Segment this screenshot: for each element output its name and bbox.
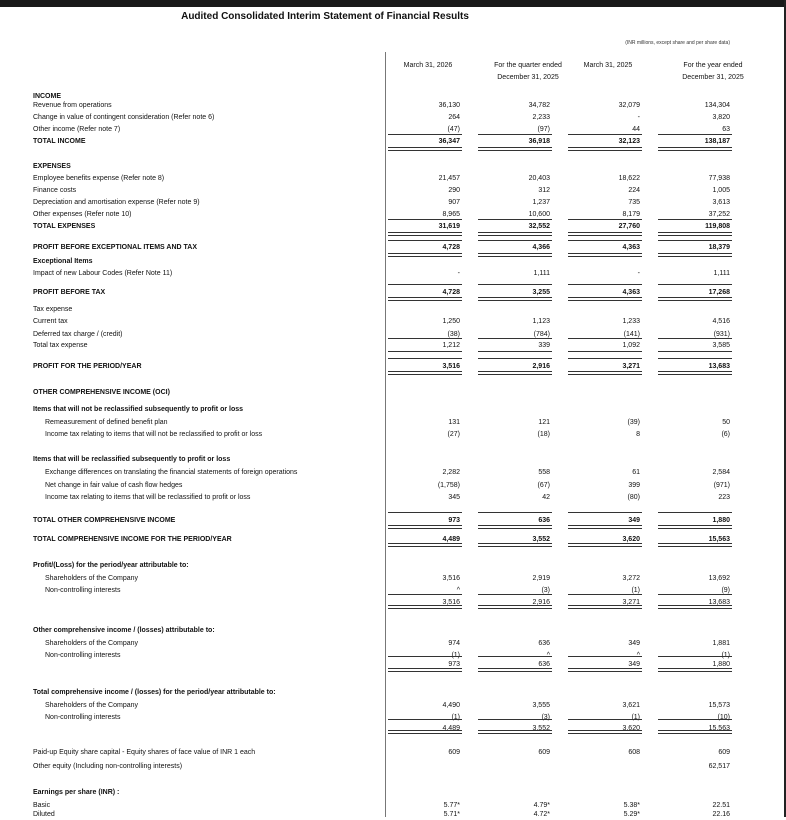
cell-value: 3,620 [622, 536, 640, 543]
page-title: Audited Consolidated Interim Statement of Financial Results [181, 11, 469, 22]
cell-value: 4.79* [533, 802, 550, 809]
cell-value: (80) [627, 494, 640, 501]
underline [388, 656, 462, 657]
row-label-diluted: Diluted [33, 811, 55, 818]
underline [388, 594, 462, 595]
row-label-other-expenses-refer-note-10: Other expenses (Refer note 10) [33, 211, 132, 218]
cell-value: 119,808 [705, 223, 730, 230]
cell-value: 10,600 [528, 211, 550, 218]
double-underline [478, 297, 552, 301]
cell-value: 4,363 [622, 244, 640, 251]
column-header-1: March 31, 2026 [403, 62, 453, 69]
cell-value: 3,255 [532, 289, 550, 296]
cell-value: 4,489 [442, 536, 460, 543]
cell-value: (18) [537, 431, 550, 438]
double-underline [388, 371, 462, 375]
cell-value: (47) [447, 126, 460, 133]
cell-value: 3,621 [622, 702, 640, 709]
underline [388, 134, 462, 135]
cell-value: 349 [628, 640, 640, 647]
cell-value: 77,938 [708, 175, 730, 182]
cell-value: 3,516 [442, 575, 460, 582]
row-label-total-tax-expense: Total tax expense [33, 342, 88, 349]
cell-value: 134,304 [704, 102, 730, 109]
underline [658, 594, 732, 595]
row-label-employee-benefits-expense-refer-note-8: Employee benefits expense (Refer note 8) [33, 175, 165, 182]
cell-value: 636 [538, 517, 550, 524]
underline [478, 719, 552, 720]
cell-value: 17,268 [708, 289, 730, 296]
double-underline [658, 147, 732, 151]
cell-value: 22.51 [712, 802, 730, 809]
double-underline [658, 297, 732, 301]
underline [568, 358, 642, 359]
cell-value: 349 [628, 661, 640, 668]
row-label-expenses: EXPENSES [33, 163, 71, 170]
cell-value: 8,179 [622, 211, 640, 218]
underline [658, 134, 732, 135]
double-underline [658, 232, 732, 236]
cell-value: 15,563 [708, 536, 730, 543]
double-underline [658, 543, 732, 547]
double-underline [388, 730, 462, 734]
cell-value: 18,379 [708, 244, 730, 251]
cell-value: 32,123 [618, 138, 640, 145]
cell-value: 609 [448, 749, 460, 756]
double-underline [478, 543, 552, 547]
underline [388, 358, 462, 359]
cell-value: 223 [718, 494, 730, 501]
cell-value: 8 [636, 431, 640, 438]
cell-value: 8,965 [442, 211, 460, 218]
double-underline [568, 297, 642, 301]
cell-value: 4,366 [532, 244, 550, 251]
double-underline [388, 297, 462, 301]
double-underline [568, 605, 642, 609]
cell-value: 4,728 [442, 244, 460, 251]
row-label-non-controlling-interests: Non-controlling interests [45, 714, 121, 721]
cell-value: 20,403 [528, 175, 550, 182]
double-underline [478, 668, 552, 672]
cell-value: (971) [713, 482, 730, 489]
row-label-total-expenses: TOTAL EXPENSES [33, 223, 96, 230]
cell-value: 1,005 [712, 187, 730, 194]
row-label-exceptional-items: Exceptional Items [33, 258, 93, 265]
double-underline [478, 605, 552, 609]
underline [568, 219, 642, 220]
cell-value: 4,516 [712, 318, 730, 325]
row-label-total-comprehensive-income-for-the-period-year: TOTAL COMPREHENSIVE INCOME FOR THE PERIOD/YEAR [33, 536, 232, 543]
underline [388, 528, 462, 529]
cell-value: 63 [722, 126, 730, 133]
cell-value: 636 [538, 640, 550, 647]
double-underline [658, 253, 732, 257]
cell-value: - [637, 270, 640, 277]
underline [478, 351, 552, 352]
cell-value: 609 [538, 749, 550, 756]
cell-value: (9) [721, 587, 730, 594]
underline [478, 240, 552, 241]
cell-value: 2,584 [712, 469, 730, 476]
cell-value: (39) [627, 419, 640, 426]
cell-value: 735 [628, 199, 640, 206]
cell-value: 44 [632, 126, 640, 133]
underline [388, 512, 462, 513]
cell-value: 1,123 [532, 318, 550, 325]
row-label-basic: Basic [33, 802, 51, 809]
double-underline [568, 253, 642, 257]
cell-value: (931) [713, 331, 730, 338]
cell-value: (97) [537, 126, 550, 133]
row-label-total-other-comprehensive-income: TOTAL OTHER COMPREHENSIVE INCOME [33, 517, 176, 524]
row-label-revenue-from-operations: Revenue from operations [33, 102, 112, 109]
cell-value: 3,552 [532, 536, 550, 543]
double-underline [568, 668, 642, 672]
column-header-4: For the year ended December 31, 2025 [682, 62, 744, 81]
cell-value: 2,282 [442, 469, 460, 476]
double-underline [388, 668, 462, 672]
cell-value: 399 [628, 482, 640, 489]
cell-value: 62,517 [708, 763, 730, 770]
cell-value: (38) [447, 331, 460, 338]
cell-value: (6) [721, 431, 730, 438]
underline [478, 528, 552, 529]
underline [568, 351, 642, 352]
cell-value: 349 [628, 517, 640, 524]
underline [478, 219, 552, 220]
row-label-exchange-differences-on-translating-the-financial-statements-of-foreign-operations: Exchange differences on translating the financial statements of foreign operations [45, 469, 298, 476]
cell-value: 2,233 [532, 114, 550, 121]
row-label-income-tax-relating-to-items-that-will-be-reclassified-to-profit-or-loss: Income tax relating to items that will be reclassified to profit or loss [45, 494, 251, 501]
unit-note: (INR millions, except share and per share data) [625, 40, 730, 46]
row-label-total-income: TOTAL INCOME [33, 138, 86, 145]
cell-value: ^ [636, 652, 640, 659]
cell-value: 50 [722, 419, 730, 426]
cell-value: 974 [448, 640, 460, 647]
row-label-impact-of-new-labour-codes-refer-note-11: Impact of new Labour Codes (Refer Note 11) [33, 270, 173, 277]
double-underline [388, 253, 462, 257]
cell-value: 973 [448, 661, 460, 668]
underline [568, 338, 642, 339]
underline [568, 656, 642, 657]
cell-value: 18,622 [618, 175, 640, 182]
double-underline [478, 730, 552, 734]
cell-value: 22.16 [712, 811, 730, 818]
cell-value: 37,252 [708, 211, 730, 218]
cell-value: 32,552 [528, 223, 550, 230]
cell-value: ^ [546, 652, 550, 659]
double-underline [658, 730, 732, 734]
cell-value: 13,683 [708, 363, 730, 370]
cell-value: (1) [631, 714, 640, 721]
double-underline [388, 605, 462, 609]
underline [568, 719, 642, 720]
cell-value: 36,347 [438, 138, 460, 145]
row-label-deferred-tax-charge-credit: Deferred tax charge / (credit) [33, 331, 123, 338]
cell-value: 31,619 [438, 223, 460, 230]
row-label-shareholders-of-the-company: Shareholders of the Company [45, 575, 138, 582]
underline [658, 656, 732, 657]
cell-value: 34,782 [528, 102, 550, 109]
cell-value: 36,130 [438, 102, 460, 109]
underline [658, 358, 732, 359]
cell-value: (1) [451, 714, 460, 721]
double-underline [478, 253, 552, 257]
row-label-profit-loss-for-the-period-year-attributable-to: Profit/(Loss) for the period/year attributable to: [33, 562, 189, 569]
cell-value: 3,516 [442, 599, 460, 606]
cell-value: (1) [721, 652, 730, 659]
cell-value: - [457, 270, 460, 277]
cell-value: 558 [538, 469, 550, 476]
cell-value: 3,271 [622, 599, 640, 606]
cell-value: (3) [541, 714, 550, 721]
double-underline [658, 668, 732, 672]
cell-value: 1,212 [442, 342, 460, 349]
cell-value: (784) [533, 331, 550, 338]
row-label-non-controlling-interests: Non-controlling interests [45, 652, 121, 659]
cell-value: 1,881 [712, 640, 730, 647]
row-label-profit-before-tax: PROFIT BEFORE TAX [33, 289, 106, 296]
row-label-other-comprehensive-income-oci: OTHER COMPREHENSIVE INCOME (OCI) [33, 389, 170, 396]
underline [478, 338, 552, 339]
cell-value: 2,916 [532, 363, 550, 370]
double-underline [478, 232, 552, 236]
cell-value: 1,250 [442, 318, 460, 325]
double-underline [388, 232, 462, 236]
cell-value: 131 [448, 419, 460, 426]
row-label-paid-up-equity-share-capital-equity-shares-of-face-value-of-inr-1-each: Paid-up Equity share capital - Equity shares of face value of INR 1 each [33, 749, 256, 756]
underline [568, 134, 642, 135]
underline [658, 351, 732, 352]
cell-value: 1,880 [712, 661, 730, 668]
cell-value: 3,820 [712, 114, 730, 121]
underline [568, 284, 642, 285]
cell-value: 4,728 [442, 289, 460, 296]
cell-value: (67) [537, 482, 550, 489]
cell-value: (1) [631, 587, 640, 594]
double-underline [568, 147, 642, 151]
cell-value: 1,092 [622, 342, 640, 349]
cell-value: 345 [448, 494, 460, 501]
row-label-other-comprehensive-income-losses-attributable-to: Other comprehensive income / (losses) attributable to: [33, 627, 215, 634]
row-label-shareholders-of-the-company: Shareholders of the Company [45, 702, 138, 709]
cell-value: (10) [717, 714, 730, 721]
underline [388, 719, 462, 720]
cell-value: 608 [628, 749, 640, 756]
row-label-shareholders-of-the-company: Shareholders of the Company [45, 640, 138, 647]
underline [658, 719, 732, 720]
cell-value: 1,111 [713, 270, 730, 277]
underline [478, 594, 552, 595]
cell-value: 4.72* [533, 811, 550, 818]
row-label-total-comprehensive-income-losses-for-the-period-year-attributable-to: Total comprehensive income / (losses) for the period/year attributable to: [33, 689, 276, 696]
cell-value: 3,516 [442, 363, 460, 370]
row-label-items-that-will-not-be-reclassified-subsequently-to-profit-or-loss: Items that will not be reclassified subsequently to profit or loss [33, 406, 244, 413]
cell-value: 4,490 [442, 702, 460, 709]
cell-value: 2,916 [532, 599, 550, 606]
underline [568, 512, 642, 513]
cell-value: 4,363 [622, 289, 640, 296]
cell-value: 5.38* [623, 802, 640, 809]
cell-value: 973 [448, 517, 460, 524]
underline [658, 240, 732, 241]
underline [478, 134, 552, 135]
cell-value: 13,683 [708, 599, 730, 606]
cell-value: 3,552 [532, 725, 550, 732]
cell-value: (3) [541, 587, 550, 594]
underline [658, 528, 732, 529]
column-header-3: March 31, 2025 [583, 62, 633, 69]
row-label-current-tax: Current tax [33, 318, 68, 325]
underline [568, 528, 642, 529]
cell-value: 339 [538, 342, 550, 349]
cell-value: (141) [623, 331, 640, 338]
underline [658, 338, 732, 339]
cell-value: ^ [456, 587, 460, 594]
row-label-profit-for-the-period-year: PROFIT FOR THE PERIOD/YEAR [33, 363, 142, 370]
underline [388, 219, 462, 220]
cell-value: (1) [451, 652, 460, 659]
column-header-2: For the quarter ended December 31, 2025 [494, 62, 562, 81]
underline [388, 351, 462, 352]
row-label-profit-before-exceptional-items-and-tax: PROFIT BEFORE EXCEPTIONAL ITEMS AND TAX [33, 244, 197, 251]
double-underline [478, 371, 552, 375]
cell-value: 3,585 [712, 342, 730, 349]
cell-value: 1,233 [622, 318, 640, 325]
underline [478, 358, 552, 359]
cell-value: - [637, 114, 640, 121]
double-underline [478, 147, 552, 151]
cell-value: 3,272 [622, 575, 640, 582]
cell-value: 224 [628, 187, 640, 194]
underline [568, 594, 642, 595]
row-label-net-change-in-fair-value-of-cash-flow-hedges: Net change in fair value of cash flow hedges [45, 482, 183, 489]
row-label-income: INCOME [33, 93, 61, 100]
double-underline [568, 371, 642, 375]
row-label-items-that-will-be-reclassified-subsequently-to-profit-or-loss: Items that will be reclassified subsequently to profit or loss [33, 456, 231, 463]
cell-value: 907 [448, 199, 460, 206]
cell-value: 5.29* [623, 811, 640, 818]
row-label-earnings-per-share-inr: Earnings per share (INR) : [33, 789, 120, 796]
cell-value: 61 [632, 469, 640, 476]
cell-value: 3,555 [532, 702, 550, 709]
cell-value: 138,187 [704, 138, 730, 145]
double-underline [568, 232, 642, 236]
cell-value: 3,620 [622, 725, 640, 732]
row-label-other-income-refer-note-7: Other income (Refer note 7) [33, 126, 121, 133]
top-border [0, 0, 786, 7]
underline [658, 219, 732, 220]
cell-value: 3,271 [622, 363, 640, 370]
underline [388, 240, 462, 241]
cell-value: 312 [538, 187, 550, 194]
row-label-other-equity-including-non-controlling-interests: Other equity (Including non-controlling interests) [33, 763, 183, 770]
cell-value: 32,079 [618, 102, 640, 109]
cell-value: 21,457 [438, 175, 460, 182]
double-underline [568, 730, 642, 734]
row-label-change-in-value-of-contingent-consideration-refer-note-6: Change in value of contingent consideration (Refer note 6) [33, 114, 215, 121]
cell-value: 2,919 [532, 575, 550, 582]
underline [388, 338, 462, 339]
cell-value: 264 [448, 114, 460, 121]
cell-value: (1,758) [437, 482, 460, 489]
cell-value: 15,573 [708, 702, 730, 709]
double-underline [658, 371, 732, 375]
cell-value: 3,613 [712, 199, 730, 206]
double-underline [568, 543, 642, 547]
underline [658, 284, 732, 285]
double-underline [388, 543, 462, 547]
cell-value: 121 [538, 419, 550, 426]
cell-value: 636 [538, 661, 550, 668]
row-label-income-tax-relating-to-items-that-will-not-be-reclassified-to-profit-or-loss: Income tax relating to items that will not be reclassified to profit or loss [45, 431, 263, 438]
underline [478, 284, 552, 285]
cell-value: 5.71* [443, 811, 460, 818]
cell-value: (27) [447, 431, 460, 438]
underline [478, 512, 552, 513]
underline [568, 240, 642, 241]
cell-value: 1,237 [532, 199, 550, 206]
row-label-finance-costs: Finance costs [33, 187, 77, 194]
cell-value: 27,760 [618, 223, 640, 230]
cell-value: 42 [542, 494, 550, 501]
double-underline [658, 605, 732, 609]
cell-value: 4,489 [442, 725, 460, 732]
double-underline [388, 147, 462, 151]
cell-value: 1,880 [712, 517, 730, 524]
cell-value: 15,563 [708, 725, 730, 732]
cell-value: 609 [718, 749, 730, 756]
cell-value: 36,918 [528, 138, 550, 145]
cell-value: 290 [448, 187, 460, 194]
underline [388, 284, 462, 285]
row-label-remeasurement-of-defined-benefit-plan: Remeasurement of defined benefit plan [45, 419, 168, 426]
cell-value: 13,692 [708, 575, 730, 582]
row-label-non-controlling-interests: Non-controlling interests [45, 587, 121, 594]
underline [658, 512, 732, 513]
row-label-tax-expense: Tax expense [33, 306, 73, 313]
row-label-depreciation-and-amortisation-expense-refer-note-9: Depreciation and amortisation expense (Refer note 9) [33, 199, 200, 206]
underline [478, 656, 552, 657]
cell-value: 1,111 [533, 270, 550, 277]
cell-value: 5.77* [443, 802, 460, 809]
